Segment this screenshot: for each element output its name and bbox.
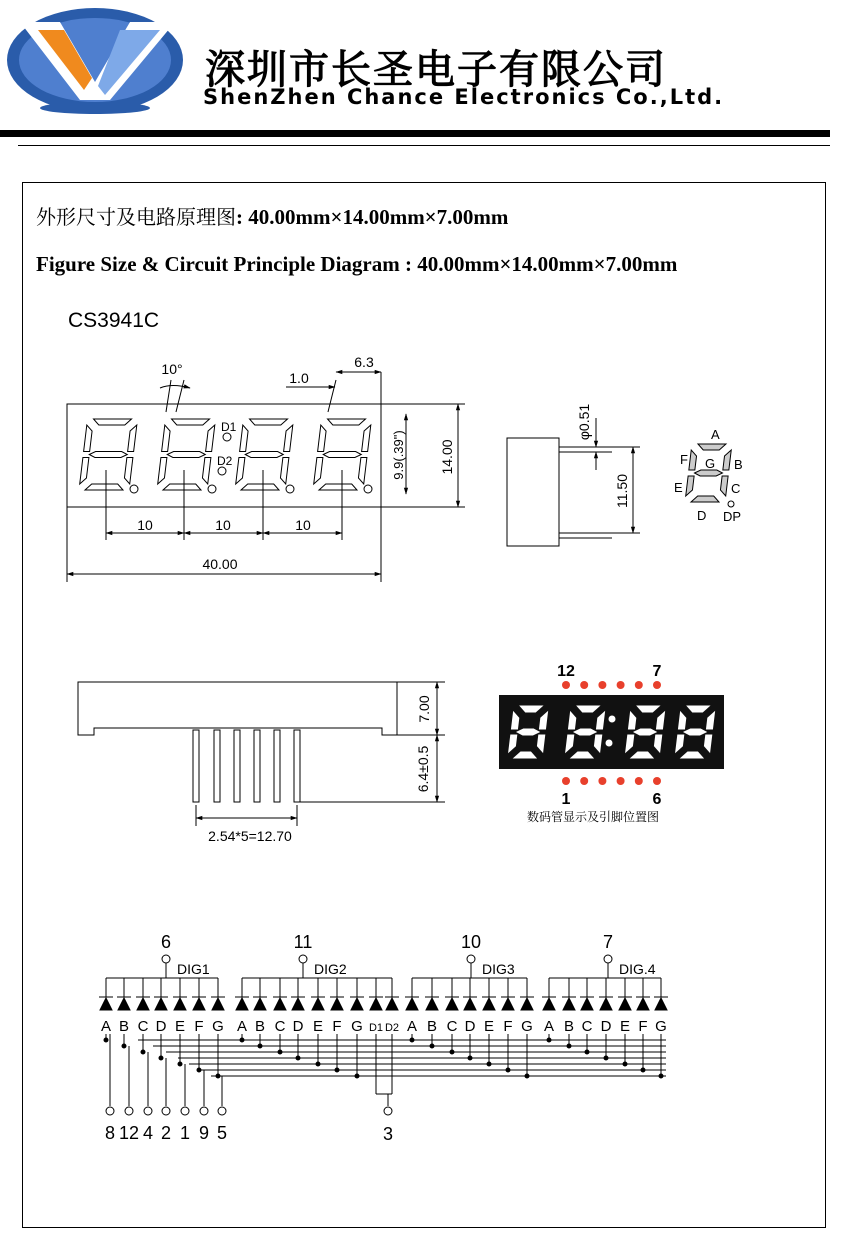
seg-label-f: F xyxy=(680,452,688,467)
segment-b xyxy=(723,450,731,470)
photo-colon-top xyxy=(609,716,616,723)
photo-pin-7: 7 xyxy=(652,663,662,680)
colon-dot-d1 xyxy=(223,433,231,441)
led-diode xyxy=(463,978,477,1060)
segment-f xyxy=(84,425,92,452)
segment-label: F xyxy=(194,1018,204,1035)
photo-top-pin-6 xyxy=(653,681,661,689)
led-diode xyxy=(291,978,305,1060)
segment-label: A xyxy=(100,1018,112,1035)
bottom-pin-3 xyxy=(234,730,240,802)
segment-f xyxy=(162,425,170,452)
digit-group-4 xyxy=(542,932,668,1078)
led-diode xyxy=(542,978,556,1042)
pitch-label-1: 10 xyxy=(137,517,153,533)
segment-a xyxy=(328,419,366,425)
segment-g xyxy=(634,729,656,735)
segment-pin-8 xyxy=(105,1034,115,1143)
segment-pin-number: 1 xyxy=(179,1123,191,1143)
pitch-label-2: 10 xyxy=(215,517,231,533)
photo-top-pin-1 xyxy=(562,681,570,689)
photo-bottom-pin-6 xyxy=(653,777,661,785)
segment-label: D xyxy=(600,1018,612,1035)
digit-group-1 xyxy=(99,932,225,1078)
segment-d xyxy=(241,484,279,490)
led-diode xyxy=(618,978,632,1066)
segment-g xyxy=(245,452,283,458)
led-diode xyxy=(235,978,249,1042)
segment-label: D xyxy=(155,1018,167,1035)
segment-label: D xyxy=(292,1018,304,1035)
bottom-pin-1 xyxy=(193,730,199,802)
led-diode xyxy=(482,978,496,1066)
segment-pin-9 xyxy=(199,1070,209,1143)
digit-pin-2: 11 xyxy=(293,932,313,952)
led-diode xyxy=(211,978,225,1078)
seg-label-c: C xyxy=(731,481,741,496)
photo-bottom-pin-3 xyxy=(598,777,606,785)
angle-label: 10° xyxy=(161,361,183,377)
title-cn: 外形尺寸及电路原理图: 40.00mm×14.00mm×7.00mm xyxy=(36,205,509,229)
thickness-label: 7.00 xyxy=(416,695,432,723)
front-dp-1 xyxy=(130,485,138,493)
colon-dot-d2 xyxy=(218,467,226,475)
segment-label: B xyxy=(563,1018,575,1035)
photo-pin-1: 1 xyxy=(561,791,571,808)
segment-label: D1 xyxy=(368,1022,384,1034)
pin-dia-label: φ0.51 xyxy=(576,403,592,441)
segment-a xyxy=(698,444,726,450)
width-label: 40.00 xyxy=(202,556,238,572)
segment-label: E xyxy=(312,1018,324,1035)
display-photo xyxy=(499,681,724,785)
led-diode xyxy=(154,978,168,1060)
pin-pitch-label: 2.54*5=12.70 xyxy=(208,828,292,844)
segment-pin-number: 9 xyxy=(198,1123,210,1143)
segment-a xyxy=(250,419,288,425)
segment-d xyxy=(163,484,201,490)
digit-height-label: 9.9(.39") xyxy=(391,430,406,480)
photo-bottom-pin-4 xyxy=(617,777,625,785)
circuit-diagram xyxy=(99,932,668,1144)
segment-label: E xyxy=(619,1018,631,1035)
segment-e xyxy=(80,458,89,485)
segment-label: E xyxy=(483,1018,495,1035)
colon-pin xyxy=(376,1034,393,1144)
segment-label: C xyxy=(581,1018,593,1035)
photo-bottom-pin-1 xyxy=(562,777,570,785)
segment-pin-2 xyxy=(161,1058,171,1143)
segment-label: G xyxy=(351,1018,363,1035)
photo-colon-bottom xyxy=(606,740,613,747)
segment-a xyxy=(172,419,210,425)
led-diode xyxy=(136,978,150,1054)
segment-e xyxy=(236,458,245,485)
photo-bottom-pin-2 xyxy=(580,777,588,785)
segment-label: B xyxy=(118,1018,130,1035)
segment-label: A xyxy=(543,1018,555,1035)
segment-pin-number: 8 xyxy=(104,1123,116,1143)
bottom-pin-2 xyxy=(214,730,220,802)
photo-top-pin-3 xyxy=(598,681,606,689)
segment-b xyxy=(284,425,293,452)
segment-pin-5 xyxy=(217,1076,227,1143)
segment-pin-number: 5 xyxy=(216,1123,228,1143)
segment-a xyxy=(94,419,132,425)
led-diode xyxy=(425,978,439,1048)
segment-g xyxy=(517,729,539,735)
segment-g xyxy=(167,452,205,458)
digit-width-label: 6.3 xyxy=(354,354,374,370)
seg-label-a: A xyxy=(711,427,720,442)
segment-d xyxy=(85,484,123,490)
segment-b xyxy=(206,425,215,452)
led-diode xyxy=(253,978,267,1048)
segment-c xyxy=(720,476,728,496)
segment-f xyxy=(240,425,248,452)
segment-c xyxy=(280,458,288,485)
segment-g xyxy=(574,729,596,735)
led-diode xyxy=(117,978,131,1048)
segment-label: A xyxy=(406,1018,418,1035)
photo-bottom-pin-5 xyxy=(635,777,643,785)
digit-pin-1: 6 xyxy=(160,932,172,952)
seg-label-d: D xyxy=(697,508,707,523)
segment-b xyxy=(362,425,371,452)
segment-label: D2 xyxy=(384,1022,400,1034)
bottom-pin-4 xyxy=(254,730,260,802)
segment-pin-number: 12 xyxy=(118,1123,140,1143)
company-name-en: ShenZhen Chance Electronics Co.,Ltd. xyxy=(203,85,725,109)
led-diode xyxy=(369,978,383,1034)
segment-label: G xyxy=(212,1018,224,1035)
photo-top-pin-2 xyxy=(580,681,588,689)
model-number: CS3941C xyxy=(68,309,160,332)
segment-label: F xyxy=(332,1018,342,1035)
title-en: Figure Size & Circuit Principle Diagram : 40.00mm×14.00mm×7.00mm xyxy=(36,252,678,276)
led-diode xyxy=(385,978,399,1034)
segment-f xyxy=(318,425,326,452)
segment-e xyxy=(314,458,323,485)
display-caption: 数码管显示及引脚位置图 xyxy=(527,810,660,824)
company-name-cn: 深圳市长圣电子有限公司 xyxy=(205,47,667,93)
led-diode xyxy=(273,978,287,1054)
segment-f xyxy=(689,450,697,470)
segment-diagram xyxy=(686,444,734,507)
bottom-pin-5 xyxy=(274,730,280,802)
front-dp-4 xyxy=(364,485,372,493)
segment-pin-number: 4 xyxy=(142,1123,154,1143)
bottom-pin-6 xyxy=(294,730,300,802)
segment-c xyxy=(358,458,366,485)
colon-pin-number: 3 xyxy=(382,1124,394,1144)
segment-c xyxy=(202,458,210,485)
segment-pin-12 xyxy=(119,1046,139,1143)
segment-label: C xyxy=(137,1018,149,1035)
digit-pin-4: 7 xyxy=(602,932,614,952)
segment-label: G xyxy=(521,1018,533,1035)
segment-label: B xyxy=(426,1018,438,1035)
segment-d xyxy=(691,496,719,502)
front-dp-2 xyxy=(208,485,216,493)
segment-g xyxy=(89,452,127,458)
led-diode xyxy=(405,978,419,1042)
seg-label-e: E xyxy=(674,480,683,495)
segment-label: B xyxy=(254,1018,266,1035)
led-diode xyxy=(350,978,364,1078)
led-diode xyxy=(599,978,613,1060)
segment-g xyxy=(323,452,361,458)
led-diode xyxy=(562,978,576,1048)
digit-pin-3: 10 xyxy=(460,932,482,952)
pin-span-label: 11.50 xyxy=(614,474,630,508)
segment-b xyxy=(128,425,137,452)
led-diode xyxy=(654,978,668,1078)
height-label: 14.00 xyxy=(439,439,455,475)
photo-top-pin-5 xyxy=(635,681,643,689)
segment-label: G xyxy=(655,1018,667,1035)
segment-c xyxy=(124,458,132,485)
bottom-view xyxy=(78,682,445,826)
digit-name-3: DIG3 xyxy=(482,961,515,977)
segment-label: F xyxy=(638,1018,648,1035)
front-digit-2 xyxy=(158,419,215,490)
photo-top-pin-4 xyxy=(617,681,625,689)
pin-length-label: 6.4±0.5 xyxy=(415,745,431,793)
segment-label: D xyxy=(464,1018,476,1035)
segment-pin-1 xyxy=(180,1064,190,1143)
seg-label-dp: DP xyxy=(723,509,742,524)
segment-g xyxy=(684,729,706,735)
segment-label: F xyxy=(503,1018,513,1035)
digit-group-2 xyxy=(235,932,399,1078)
segment-d xyxy=(319,484,357,490)
segment-label: C xyxy=(446,1018,458,1035)
segment-label: E xyxy=(174,1018,186,1035)
led-diode xyxy=(520,978,534,1078)
colon-label-d2: D2 xyxy=(217,454,233,468)
legend-dp xyxy=(728,501,734,507)
digit-group-3 xyxy=(405,932,534,1078)
photo-pin-12: 12 xyxy=(557,663,575,680)
photo-pin-6: 6 xyxy=(652,791,662,808)
pitch-label-3: 10 xyxy=(295,517,311,533)
digit-name-1: DIG1 xyxy=(177,961,210,977)
front-dp-3 xyxy=(286,485,294,493)
segment-label: A xyxy=(236,1018,248,1035)
led-diode xyxy=(99,978,113,1042)
digit-name-4: DIG.4 xyxy=(619,961,656,977)
segment-pin-number: 2 xyxy=(160,1123,172,1143)
front-digit-3 xyxy=(236,419,293,490)
seg-label-g: G xyxy=(705,456,716,471)
seg-width-label: 1.0 xyxy=(289,370,309,386)
led-diode xyxy=(311,978,325,1066)
seg-label-b: B xyxy=(734,457,743,472)
segment-e xyxy=(158,458,167,485)
digit-name-2: DIG2 xyxy=(314,961,347,977)
segment-pin-4 xyxy=(143,1052,153,1143)
front-digit-1 xyxy=(80,419,137,490)
led-diode xyxy=(445,978,459,1054)
segment-e xyxy=(686,476,694,496)
colon-label-d1: D1 xyxy=(221,420,237,434)
segment-label: C xyxy=(274,1018,286,1035)
legend-digit xyxy=(686,444,732,502)
led-diode xyxy=(580,978,594,1054)
led-diode xyxy=(173,978,187,1066)
